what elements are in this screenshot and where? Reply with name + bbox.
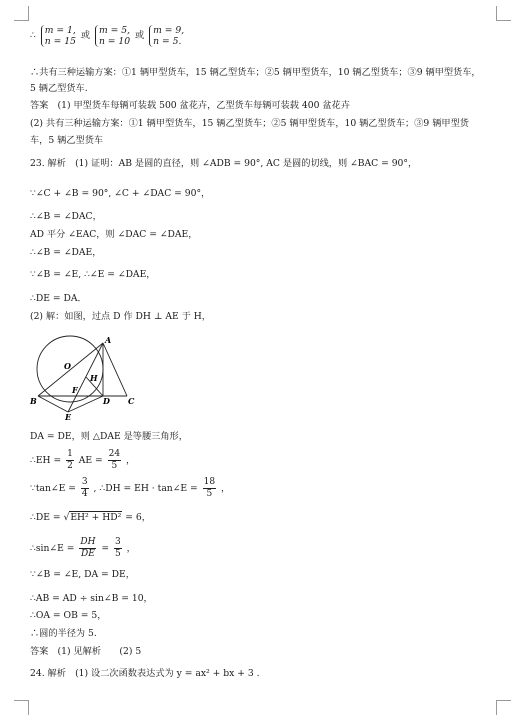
text-line: (2) 共有三种运输方案：①1 辆甲型货车，15 辆乙型货车；②5 辆甲型货车，10 辆乙型货车；③9 辆甲型货 [30,118,469,129]
fraction-dh-value: $\frac{18}{5}$ [203,477,216,499]
segment-be [38,396,68,412]
solution-line: ∵∠B = ∠E, DA = DE， [30,569,135,580]
label-h: H [90,373,98,383]
proof-line: ∵∠C + ∠B = 90°, ∠C + ∠DAC = 90°， [30,188,211,199]
label-a: A [105,335,112,345]
corner-mark-top-left [14,6,29,21]
label-e: E [65,412,72,421]
segment-ae [68,343,103,412]
label-f: F [72,385,78,395]
proof-line: ∴DE = DA． [30,293,87,304]
label-o: O [64,361,71,371]
equation-system [30,24,186,48]
label-c: C [128,396,135,406]
system-b: m = 5, n = 10 [95,25,130,47]
solution-line: ∴AB = AD ÷ sin∠B = 10， [30,593,153,604]
label-d: D [103,396,110,406]
or-text: 或 [135,30,145,41]
proof-line: ∴∠B = ∠DAE， [30,247,102,258]
system-a: m = 1, n = 15 [41,25,76,47]
sqrt-symbol: √ [63,512,70,523]
sqrt-content: EH² + HD² [70,512,122,523]
solution-line: ∴OA = OB = 5， [30,610,107,621]
fraction-tan-value: $\frac{3}{4}$ [81,477,88,499]
label-b: B [30,396,37,406]
therefore-symbol: ∴ [30,30,36,41]
problem-24-heading: 24. 解析 (1) 设二次函数表达式为 y = ax² + bx + 3 . [30,668,260,679]
equation-eh: ∴EH = $\frac{1}{2}$ AE = $\frac{24}{5}$ ， [30,449,136,471]
equation-tan: ∵tan∠E = $\frac{3}{4}$ , ∴DH = EH · tan∠E = $\frac{18}{5}$ ， [30,477,231,499]
fraction-dh-de: $\frac{DH}{DE}$ [80,537,96,559]
fraction-half: $\frac{1}{2}$ [67,449,73,471]
solution-line: ∴圆的半径为 5. [30,628,97,639]
proof-line: ∵∠B = ∠E, ∴∠E = ∠DAE， [30,269,156,280]
text-line: ∴共有三种运输方案：①1 辆甲型货车，15 辆乙型货车；②5 辆甲型货车，10 辆乙型货车；③9 辆甲型货车， [30,67,481,78]
corner-mark-top-right [496,6,511,21]
corner-mark-bottom-left [14,700,29,715]
proof-line: ∴∠B = ∠DAC， [30,211,102,222]
proof-line: AD 平分 ∠EAC，则 ∠DAC = ∠DAE， [30,229,198,240]
answer-line: 答案 (1) 甲型货车每辆可装载 500 盆花卉，乙型货车每辆可装载 400 盆花卉 [30,100,350,111]
or-text: 或 [80,30,91,41]
equation-sin: ∴sin∠E = $\frac{DH}{DE}$ = $\frac{3}{5}$ ， [30,537,136,559]
text-line: 车，5 辆乙型货车 [30,135,104,146]
fraction-sin-value: $\frac{3}{5}$ [115,537,121,559]
system-c: m = 9, n = 5. [149,25,184,47]
segment-ac [103,343,127,396]
corner-mark-bottom-right [496,700,511,715]
geometry-figure [30,333,142,421]
solution-line: (2) 解：如图，过点 D 作 DH ⊥ AE 于 H， [30,311,211,322]
problem-23-heading: 23. 解析 (1) 证明：AB 是圆的直径，则 ∠ADB = 90°, AC 是圆的切线，则 ∠BAC = 90°， [30,158,418,169]
fraction-eh-value: $\frac{24}{5}$ [108,449,121,471]
answer-line: 答案 (1) 见解析 (2) 5 [30,646,142,657]
equation-de: ∴DE = √EH² + HD² = 6， [30,512,151,523]
text-line: 5 辆乙型货车. [30,83,88,94]
solution-line: DA = DE，则 △DAE 是等腰三角形， [30,431,188,442]
